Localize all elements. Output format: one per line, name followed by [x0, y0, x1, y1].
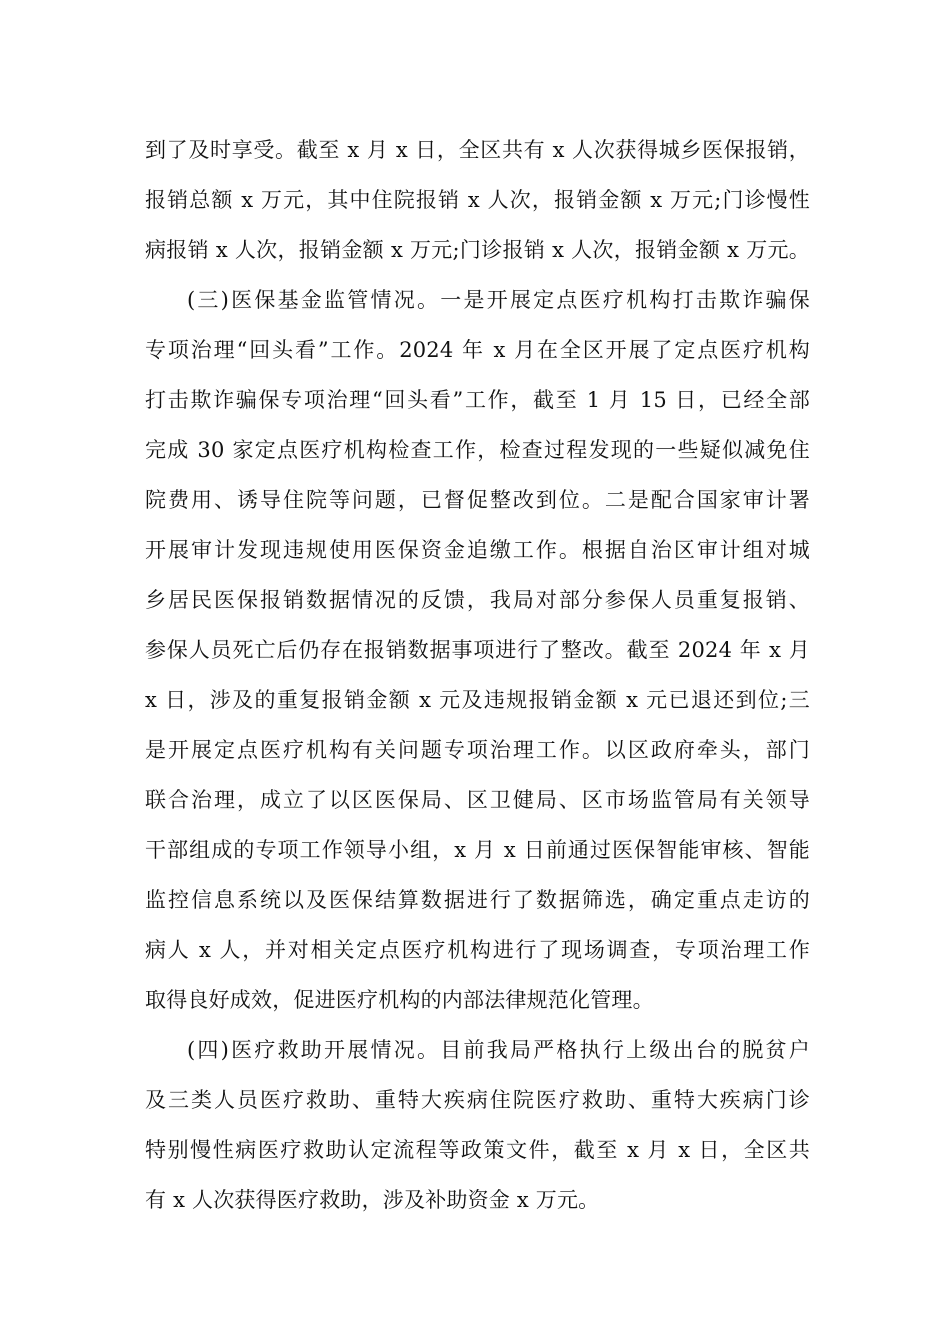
text-line: 参保人员死亡后仍存在报销数据事项进行了整改。截至 2024 年 x 月	[145, 638, 810, 662]
text-line: 及三类人员医疗救助、重特大疾病住院医疗救助、重特大疾病门诊	[145, 1088, 810, 1112]
text-line: 有 x 人次获得医疗救助，涉及补助资金 x 万元。	[145, 1188, 600, 1212]
text-line: 到了及时享受。截至 x 月 x 日，全区共有 x 人次获得城乡医保报销，	[145, 138, 810, 162]
text-line: 病人 x 人，并对相关定点医疗机构进行了现场调查，专项治理工作	[145, 938, 810, 962]
text-line: 报销总额 x 万元，其中住院报销 x 人次，报销金额 x 万元;门诊慢性	[145, 188, 810, 212]
paragraph-heading-line: (四)医疗救助开展情况。目前我局严格执行上级出台的脱贫户	[187, 1038, 810, 1062]
text-line: 是开展定点医疗机构有关问题专项治理工作。以区政府牵头，部门	[145, 738, 810, 762]
text-line: 打击欺诈骗保专项治理“回头看”工作，截至 1 月 15 日，已经全部	[145, 388, 810, 412]
text-line: 开展审计发现违规使用医保资金追缴工作。根据自治区审计组对城	[145, 538, 810, 562]
text-line: 完成 30 家定点医疗机构检查工作，检查过程发现的一些疑似减免住	[145, 438, 810, 462]
text-line: 病报销 x 人次，报销金额 x 万元;门诊报销 x 人次，报销金额 x 万元。	[145, 238, 810, 262]
text-line: 乡居民医保报销数据情况的反馈，我局对部分参保人员重复报销、	[145, 588, 810, 612]
text-line: 院费用、诱导住院等问题，已督促整改到位。二是配合国家审计署	[145, 488, 810, 512]
text-line: 联合治理，成立了以区医保局、区卫健局、区市场监管局有关领导	[145, 788, 810, 812]
text-line: 取得良好成效，促进医疗机构的内部法律规范化管理。	[145, 988, 654, 1012]
text-line: 干部组成的专项工作领导小组，x 月 x 日前通过医保智能审核、智能	[145, 838, 810, 862]
text-line: 监控信息系统以及医保结算数据进行了数据筛选，确定重点走访的	[145, 888, 810, 912]
text-line: x 日，涉及的重复报销金额 x 元及违规报销金额 x 元已退还到位;三	[145, 688, 810, 712]
text-line: 特别慢性病医疗救助认定流程等政策文件，截至 x 月 x 日，全区共	[145, 1138, 810, 1162]
text-line: 专项治理“回头看”工作。2024 年 x 月在全区开展了定点医疗机构	[145, 338, 810, 362]
paragraph-heading-line: (三)医保基金监管情况。一是开展定点医疗机构打击欺诈骗保	[187, 288, 810, 312]
